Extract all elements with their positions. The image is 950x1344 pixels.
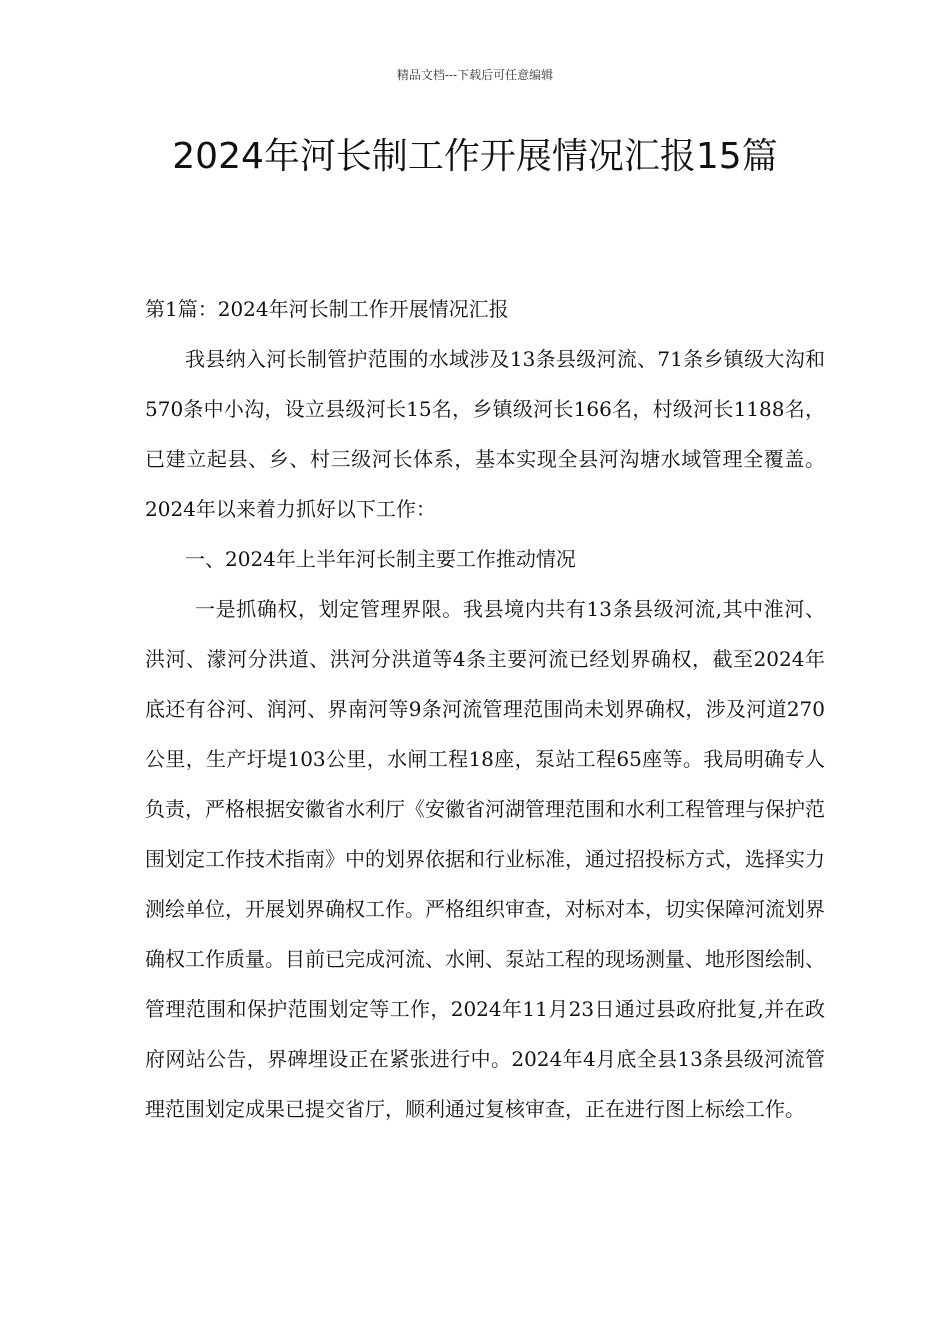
subsection-heading: 一、2024年上半年河长制主要工作推动情况 — [185, 547, 576, 571]
document-body — [145, 284, 825, 1134]
document-title: 2024年河长制工作开展情况汇报15篇 — [172, 136, 778, 177]
body-paragraph: 一是抓确权，划定管理界限。我县境内共有13条县级河流,其中淮河、洪河、濛河分洪道、洪河分洪道等4条主要河流已经划界确权，截至2024年底还有谷河、润河、界南河等9条河流管理范围尚未划界确权，涉及河道270公里，生产圩堤103公里，水闸工程18座，泵站工程65座等。我局明确专人负责，严格根据安徽省水利厅《安徽省河湖管理范围和水利工程管理与保护范围划定工作技术指南》中的划界依据和行业标准，通过招投标方式，选择实力测绘单位，开展划界确权工作。严格组织审查，对标对本，切实保障河流划界确权工作质量。目前已完成河流、水闸、泵站工程的现场测量、地形图绘制、管理范围和保护范围划定等工作，2024年11月23日通过县政府批复,并在政府网站公告，界碑埋设正在紧张进行中。2024年4月底全县13条县级河流管理范围划定成果已提交省厅，顺利通过复核审查，正在进行图上标绘工作。 — [145, 597, 825, 1121]
body-paragraph: 我县纳入河长制管护范围的水域涉及13条县级河流、71条乡镇级大沟和570条中小沟，设立县级河长15名，乡镇级河长166名，村级河长1188名，已建立起县、乡、村三级河长体系，基本实现全县河沟塘水域管理全覆盖。2024年以来着力抓好以下工作： — [145, 347, 825, 521]
section-heading: 第1篇：2024年河长制工作开展情况汇报 — [145, 297, 509, 321]
header-note: 精品文档---下载后可任意编辑 — [396, 68, 554, 82]
